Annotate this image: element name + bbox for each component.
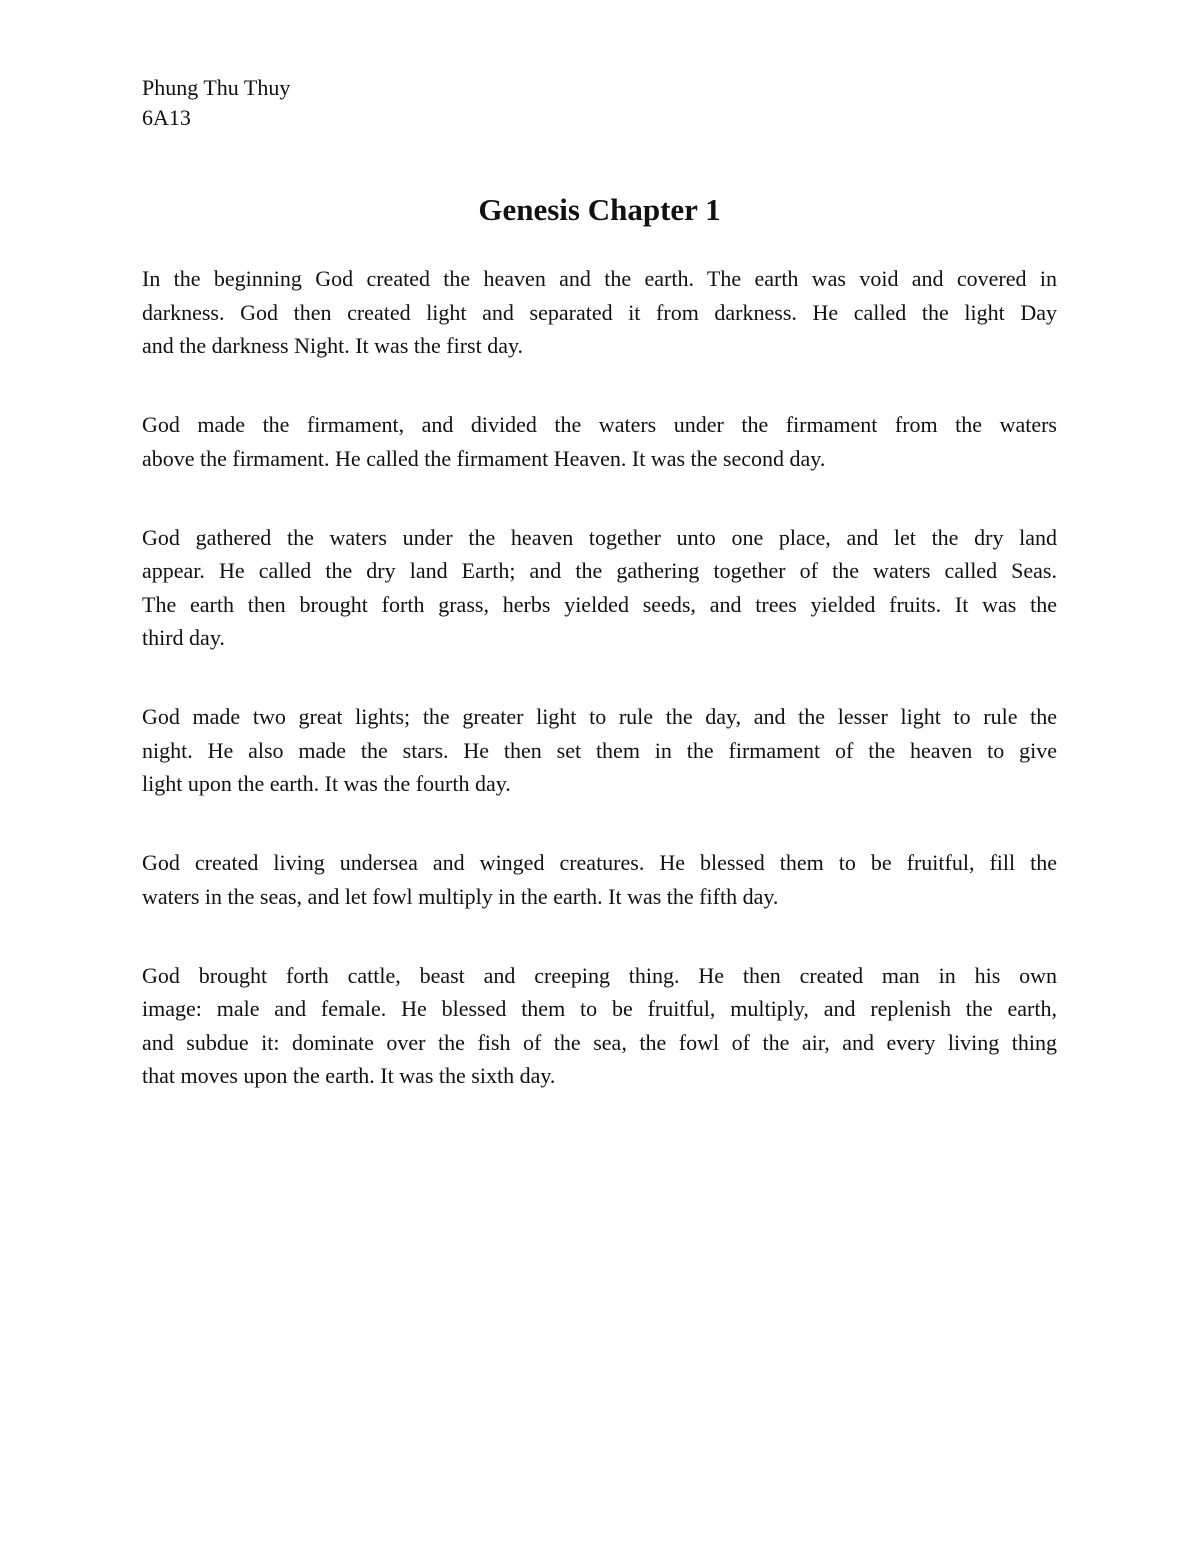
paragraph-line: third day. (142, 625, 225, 650)
paragraph-line: night. He also made the stars. He then set them in the firmament of the heaven to give (142, 737, 1057, 763)
paragraph-line: God gathered the waters under the heaven together unto one place, and let the dry land (142, 524, 1057, 550)
document-body (142, 262, 1057, 1138)
paragraph-line: waters in the seas, and let fowl multiply in the earth. It was the fifth day. (142, 883, 779, 909)
class-label: 6A13 (142, 105, 191, 130)
paragraph-line: In the beginning God created the heaven and the earth. The earth was void and covered in (142, 266, 1057, 291)
paragraph-2 (142, 408, 1057, 475)
paragraph-line: light upon the earth. It was the fourth day. (142, 771, 511, 796)
paragraph-line: above the firmament. He called the firmament Heaven. It was the second day. (142, 445, 826, 471)
paragraph-6 (142, 959, 1057, 1093)
author-name: Phung Thu Thuy (142, 75, 291, 100)
paragraph-line: darkness. God then created light and separated it from darkness. He called the light Day (142, 299, 1057, 325)
paragraph-line: The earth then brought forth grass, herbs yielded seeds, and trees yielded fruits. It was the (142, 591, 1057, 617)
paragraph-line: God brought forth cattle, beast and creeping thing. He then created man in his own (142, 962, 1057, 988)
paragraph-line: and subdue it: dominate over the fish of the sea, the fowl of the air, and every living thing (142, 1029, 1057, 1055)
paragraph-line: God made two great lights; the greater light to rule the day, and the lesser light to rule the (142, 704, 1057, 729)
paragraph-line: that moves upon the earth. It was the sixth day. (142, 1063, 556, 1088)
paragraph-line: God made the firmament, and divided the waters under the firmament from the waters (142, 412, 1057, 437)
paragraph-1 (142, 262, 1057, 363)
paragraph-line: God created living undersea and winged creatures. He blessed them to be fruitful, fill the (142, 850, 1057, 875)
paragraph-3 (142, 521, 1057, 655)
paragraph-5 (142, 846, 1057, 913)
document-title: Genesis Chapter 1 (478, 192, 721, 227)
paragraph-line: image: male and female. He blessed them to be fruitful, multiply, and replenish the earth, (142, 996, 1057, 1021)
paragraph-line: appear. He called the dry land Earth; and the gathering together of the waters called Seas. (142, 558, 1057, 583)
paragraph-4 (142, 700, 1057, 801)
paragraph-line: and the darkness Night. It was the first day. (142, 333, 524, 358)
